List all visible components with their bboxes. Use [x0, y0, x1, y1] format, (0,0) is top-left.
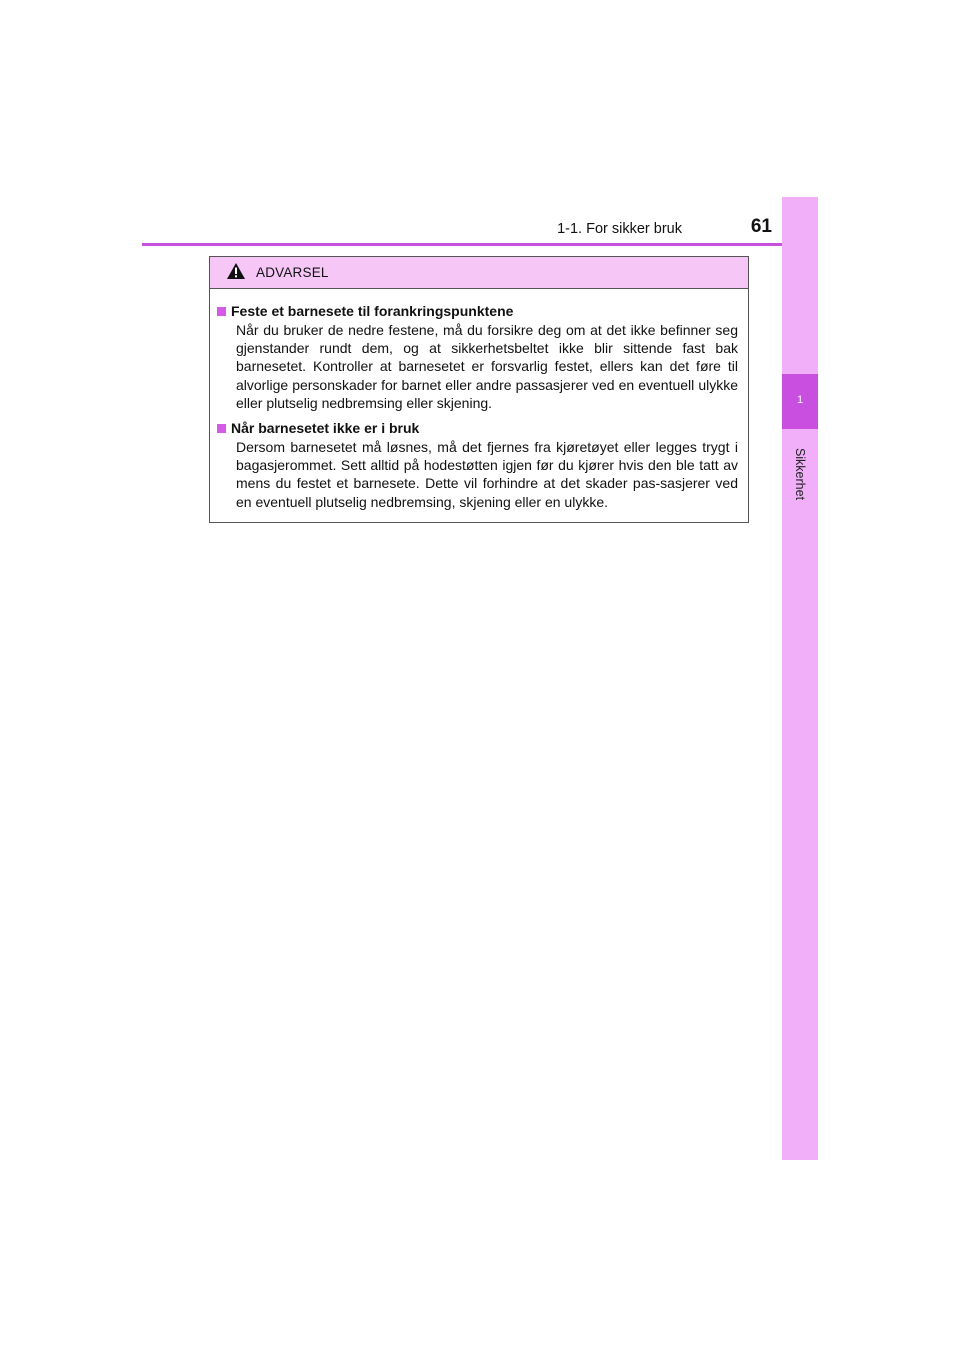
- chapter-tab-active[interactable]: [782, 374, 818, 429]
- item-heading-text: Når barnesetet ikke er i bruk: [231, 420, 420, 437]
- item-heading: [217, 301, 738, 321]
- item-text: Dersom barnesetet må løsnes, må det fjernes fra kjøretøyet eller legges trygt i bagasjerommet. Sett alltid på hodestøtten igjen før du kjører hvis den ble tatt av mens du festet et barnesete. Dette vil forhindre at det skader pas-sasjerer ved en eventuell plutselig nedbremsing, skjening eller en ulykke.: [236, 439, 738, 510]
- chapter-number: 1: [796, 394, 804, 406]
- item-heading-text: Feste et barnesete til forankringspunktene: [231, 303, 514, 319]
- square-bullet-icon: [217, 424, 226, 433]
- warning-title: ADVARSEL: [256, 265, 329, 280]
- page-number: 61: [750, 216, 772, 237]
- section-title: 1-1. For sikker bruk: [557, 221, 682, 237]
- header-divider: [142, 243, 818, 246]
- item-text: Når du bruker de nedre festene, må du forsikre deg om at det ikke befinner seg gjenstander rundt dem, og at sikkerhetsbeltet ikke blir sittende fast bak barnesetet. Kontroller at barnesetet er forsvarlig festet, ellers kan det føre til alvorlige personskader for barnet eller andre passasjerer ved en eventuell ulykke eller plutselig nedbremsing eller skjening.: [236, 322, 738, 411]
- item-heading: [217, 418, 738, 438]
- warning-item-not-in-use: [217, 418, 738, 511]
- warning-box: [209, 256, 749, 523]
- chapter-label: Sikkerhet: [793, 447, 807, 501]
- warning-triangle-icon: [227, 263, 245, 279]
- warning-body: [210, 289, 748, 511]
- chapter-side-tab: [782, 197, 818, 1160]
- warning-header: [210, 257, 748, 289]
- warning-item-anchor-points: [217, 301, 738, 412]
- square-bullet-icon: [217, 307, 226, 316]
